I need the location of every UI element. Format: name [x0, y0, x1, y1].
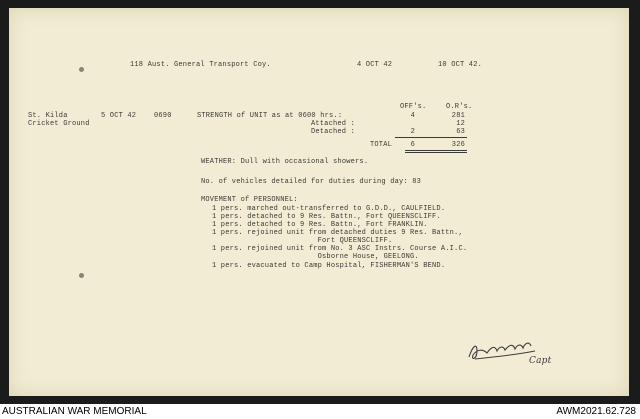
- date-from: 4 OCT 42: [357, 61, 393, 69]
- movement-line: 1 pers. rejoined unit from detached duties 9 Res. Battn.,: [212, 229, 463, 237]
- total-rule: [405, 152, 467, 153]
- vehicles-line: No. of vehicles detailed for duties during day: 83: [201, 178, 422, 186]
- row-label: Attached :: [310, 120, 355, 128]
- signature-rank: Capt: [529, 356, 552, 366]
- date-to: 10 OCT 42.: [438, 61, 483, 69]
- subtotal-rule: [395, 137, 467, 138]
- punch-hole: [79, 67, 84, 72]
- total-label: TOTAL: [370, 141, 393, 149]
- col-other-ranks: O.R's.: [446, 103, 473, 111]
- signature-mark: [465, 333, 555, 373]
- movement-line: 1 pers. detached to 9 Res. Battn., Fort FRANKLIN.: [212, 221, 428, 229]
- movement-line: 1 pers. detached to 9 Res. Battn., Fort QUEENSCLIFF.: [212, 213, 441, 221]
- place-line-1: St. Kilda: [28, 112, 68, 120]
- movement-line: 1 pers. evacuated to Camp Hospital, FISHERMAN'S BEND.: [212, 262, 446, 270]
- movement-line: 1 pers. rejoined unit from No. 3 ASC Instrs. Course A.I.C.: [212, 245, 468, 253]
- row-other-ranks: 281: [451, 112, 465, 120]
- total-other-ranks: 326: [451, 141, 465, 149]
- total-officers: 6: [410, 141, 415, 149]
- row-officers: 2: [410, 128, 415, 136]
- row-officers: 4: [410, 112, 415, 120]
- movement-line: Fort QUEENSCLIFF.: [212, 237, 393, 245]
- strength-heading: STRENGTH of UNIT as at 0600 hrs.:: [197, 112, 343, 120]
- weather-line: WEATHER: Dull with occasional showers.: [201, 158, 369, 166]
- movement-line: Osborne House, GEELONG.: [212, 253, 419, 261]
- total-rule: [405, 150, 467, 151]
- entry-date: 5 OCT 42: [101, 112, 137, 120]
- col-officers: OFF's.: [400, 103, 427, 111]
- entry-time: 0690: [154, 112, 172, 120]
- movement-line: 1 pers. marched out-transferred to G.D.D., CAULFIELD.: [212, 205, 446, 213]
- footer-accession-number: AWM2021.62.728: [556, 406, 636, 417]
- row-other-ranks: 12: [456, 120, 465, 128]
- unit-name: 118 Aust. General Transport Coy.: [130, 61, 271, 69]
- movement-heading: MOVEMENT of PERSONNEL:: [201, 196, 298, 204]
- row-label: Detached :: [310, 128, 355, 136]
- place-line-2: Cricket Ground: [28, 120, 90, 128]
- punch-hole: [79, 273, 84, 278]
- row-other-ranks: 63: [456, 128, 465, 136]
- document-page: [9, 8, 629, 396]
- footer-institution: AUSTRALIAN WAR MEMORIAL: [2, 406, 147, 417]
